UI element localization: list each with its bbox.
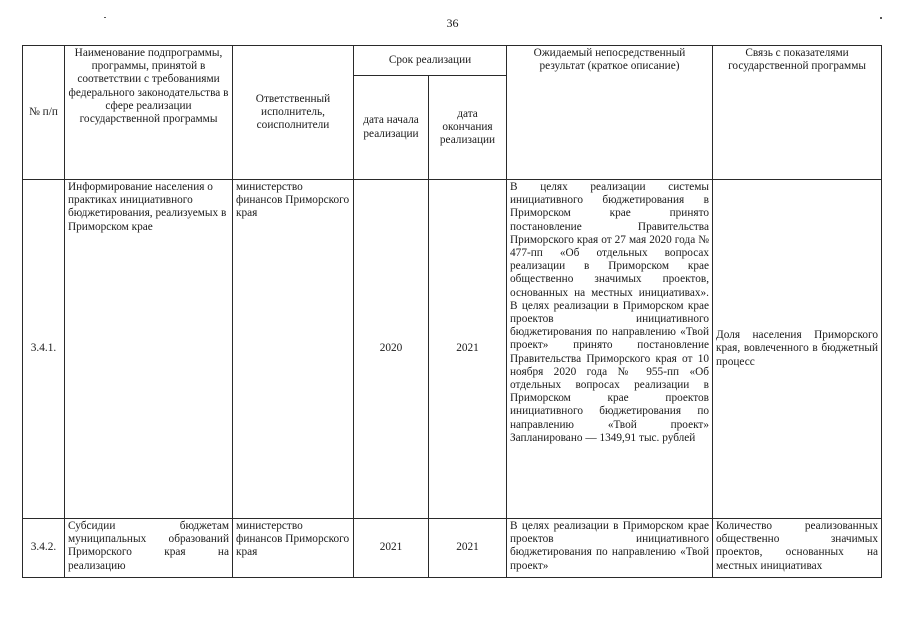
row-executor: министерство финансов Приморского края xyxy=(233,180,354,519)
header-link: Связь с показателями государственной программы xyxy=(713,46,882,180)
header-executor: Ответственный исполнитель, соисполнители xyxy=(233,46,354,180)
row-link: Доля населения Приморского края, вовлеченного в бюджетный процесс xyxy=(713,180,882,519)
row-link: Количество реализованных общественно значимых проектов, основанных на местных инициативах xyxy=(713,519,882,578)
row-name: Субсидии бюджетам муниципальных образований Приморского края на реализацию xyxy=(65,519,233,578)
row-result: В целях реализации системы инициативного бюджетирования в Приморском крае принято постановление Правительства Приморского края от 27 мая 2020 года № 477-пп «Об отдельных вопросах реализации в Приморском крае общественно значимых проектов, основанных на местных инициативах». В целях реализации в Приморском крае проектов инициативного бюджетирования по направлению «Твой проект» принято постановление Правительства Приморского края от 10 ноября 2020 года № 955-пп «Об отдельных вопросах реализации в Приморском крае проектов инициативного бюджетирования по направлению «Твой проект» Запланировано — 1349,91 тыс. рублей xyxy=(507,180,713,519)
page-number: 36 xyxy=(446,16,459,30)
header-num: № п/п xyxy=(23,46,65,180)
header-end: дата окончания реализации xyxy=(429,76,507,180)
table-row xyxy=(23,519,882,578)
row-num: 3.4.1. xyxy=(23,180,65,519)
row-end: 2021 xyxy=(429,519,507,578)
header-result: Ожидаемый непосредственный результат (краткое описание) xyxy=(507,46,713,180)
row-num: 3.4.2. xyxy=(23,519,65,578)
header-name: Наименование подпрограммы, программы, принятой в соответствии с требованиями федерального законодательства в сфере реализации государственной программы xyxy=(65,46,233,180)
header-period: Срок реализации xyxy=(354,46,507,76)
row-result: В целях реализации в Приморском крае проектов инициативного бюджетирования по направлению «Твой проект» xyxy=(507,519,713,578)
row-end: 2021 xyxy=(429,180,507,519)
row-name: Информирование населения о практиках инициативного бюджетирования, реализуемых в Приморском крае xyxy=(65,180,233,519)
table-row xyxy=(23,180,882,519)
header-start: дата начала реализации xyxy=(354,76,429,180)
program-table xyxy=(22,45,882,578)
row-executor: министерство финансов Приморского края xyxy=(233,519,354,578)
row-start: 2021 xyxy=(354,519,429,578)
row-start: 2020 xyxy=(354,180,429,519)
